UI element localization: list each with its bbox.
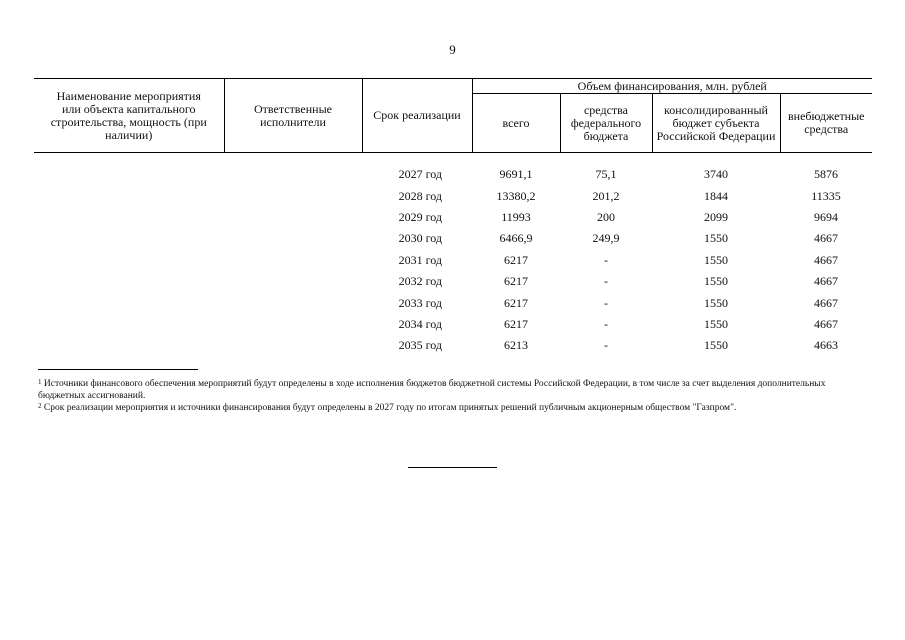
cell-extrabudget: 4667 <box>814 231 838 246</box>
footnote-mark: 2 <box>38 402 42 410</box>
cell-total: 6217 <box>504 252 528 267</box>
cell-total: 9691,1 <box>499 167 533 182</box>
footnotes <box>38 378 868 414</box>
cell-regional: 1550 <box>704 295 728 310</box>
header-funding-group: Объем финансирования, млн. рублей <box>472 79 872 94</box>
cell-regional: 3740 <box>704 167 728 182</box>
footnote-2 <box>38 402 868 414</box>
header-regional: консолидированный бюджет субъекта Российской Федерации <box>652 94 780 153</box>
cell-year: 2034 год <box>398 316 442 331</box>
cell-extrabudget: 5876 <box>814 167 838 182</box>
cell-empty <box>224 250 362 271</box>
table-row <box>34 228 872 249</box>
cell-extrabudget: 4663 <box>814 338 838 353</box>
cell-extrabudget: 4667 <box>814 274 838 289</box>
cell-year: 2031 год <box>398 252 442 267</box>
cell-year: 2030 год <box>398 231 442 246</box>
footnote-text: Источники финансового обеспечения мероприятий будут определены в ходе исполнения бюджетов бюджетной системы Российской Федерации, в том числе за счет выделения дополнительных бюджетных ассигнований. <box>38 379 826 401</box>
cell-empty <box>34 164 224 185</box>
cell-empty <box>224 164 362 185</box>
header-term: Срок реализации <box>362 79 472 153</box>
cell-regional: 1550 <box>704 316 728 331</box>
cell-empty <box>34 228 224 249</box>
cell-empty <box>224 335 362 356</box>
table-row <box>34 164 872 185</box>
cell-regional: 1550 <box>704 231 728 246</box>
cell-total: 6217 <box>504 274 528 289</box>
table-row <box>34 314 872 335</box>
cell-empty <box>34 271 224 292</box>
cell-federal: - <box>604 316 608 331</box>
cell-extrabudget: 4667 <box>814 316 838 331</box>
footnote-text: Срок реализации мероприятия и источники финансирования будут определены в 2027 году по итогам принятых решений публичным акционерным обществом "Газпром". <box>43 403 737 413</box>
cell-federal: - <box>604 295 608 310</box>
cell-total: 6217 <box>504 295 528 310</box>
cell-empty <box>224 271 362 292</box>
cell-empty <box>34 335 224 356</box>
page-number: 9 <box>449 42 456 57</box>
cell-extrabudget: 4667 <box>814 252 838 267</box>
cell-federal: 75,1 <box>595 167 617 182</box>
header-federal: средства федерального бюджета <box>560 94 652 153</box>
cell-federal: - <box>604 274 608 289</box>
cell-year: 2033 год <box>398 295 442 310</box>
cell-empty <box>224 185 362 206</box>
cell-regional: 1844 <box>704 188 728 203</box>
cell-year: 2035 год <box>398 338 442 353</box>
cell-federal: - <box>604 338 608 353</box>
header-extrabudget: внебюджетные средства <box>780 94 872 153</box>
cell-total: 6213 <box>504 338 528 353</box>
cell-federal: 200 <box>597 209 615 224</box>
cell-year: 2028 год <box>398 188 442 203</box>
cell-regional: 1550 <box>704 274 728 289</box>
cell-year: 2029 год <box>398 209 442 224</box>
cell-regional: 1550 <box>704 252 728 267</box>
footnote-separator <box>38 369 198 370</box>
cell-total: 6466,9 <box>499 231 533 246</box>
cell-empty <box>34 292 224 313</box>
footnote-1 <box>38 378 868 402</box>
cell-total: 13380,2 <box>496 188 536 203</box>
table-row <box>34 292 872 313</box>
header-total: всего <box>472 94 560 153</box>
table-row <box>34 335 872 356</box>
cell-federal: 249,9 <box>592 231 620 246</box>
cell-empty <box>224 314 362 335</box>
cell-empty <box>34 207 224 228</box>
cell-empty <box>224 292 362 313</box>
cell-regional: 1550 <box>704 338 728 353</box>
cell-total: 6217 <box>504 316 528 331</box>
table-row <box>34 271 872 292</box>
cell-extrabudget: 4667 <box>814 295 838 310</box>
cell-federal: - <box>604 252 608 267</box>
cell-empty <box>34 314 224 335</box>
cell-total: 11993 <box>501 209 531 224</box>
cell-extrabudget: 11335 <box>811 188 841 203</box>
cell-empty <box>34 250 224 271</box>
cell-empty <box>224 207 362 228</box>
footnote-mark: 1 <box>38 378 42 386</box>
cell-empty <box>224 228 362 249</box>
cell-regional: 2099 <box>704 209 728 224</box>
financing-table <box>34 78 872 357</box>
header-executors: Ответственные исполнители <box>224 79 362 153</box>
table-row <box>34 207 872 228</box>
cell-extrabudget: 9694 <box>814 209 838 224</box>
cell-year: 2027 год <box>398 167 442 182</box>
cell-empty <box>34 185 224 206</box>
cell-federal: 201,2 <box>592 188 620 203</box>
cell-year: 2032 год <box>398 274 442 289</box>
end-separator <box>408 467 497 468</box>
header-name: Наименование мероприятия или объекта капитального строительства, мощность (при наличии) <box>34 79 224 153</box>
table-row <box>34 250 872 271</box>
table-row <box>34 185 872 206</box>
